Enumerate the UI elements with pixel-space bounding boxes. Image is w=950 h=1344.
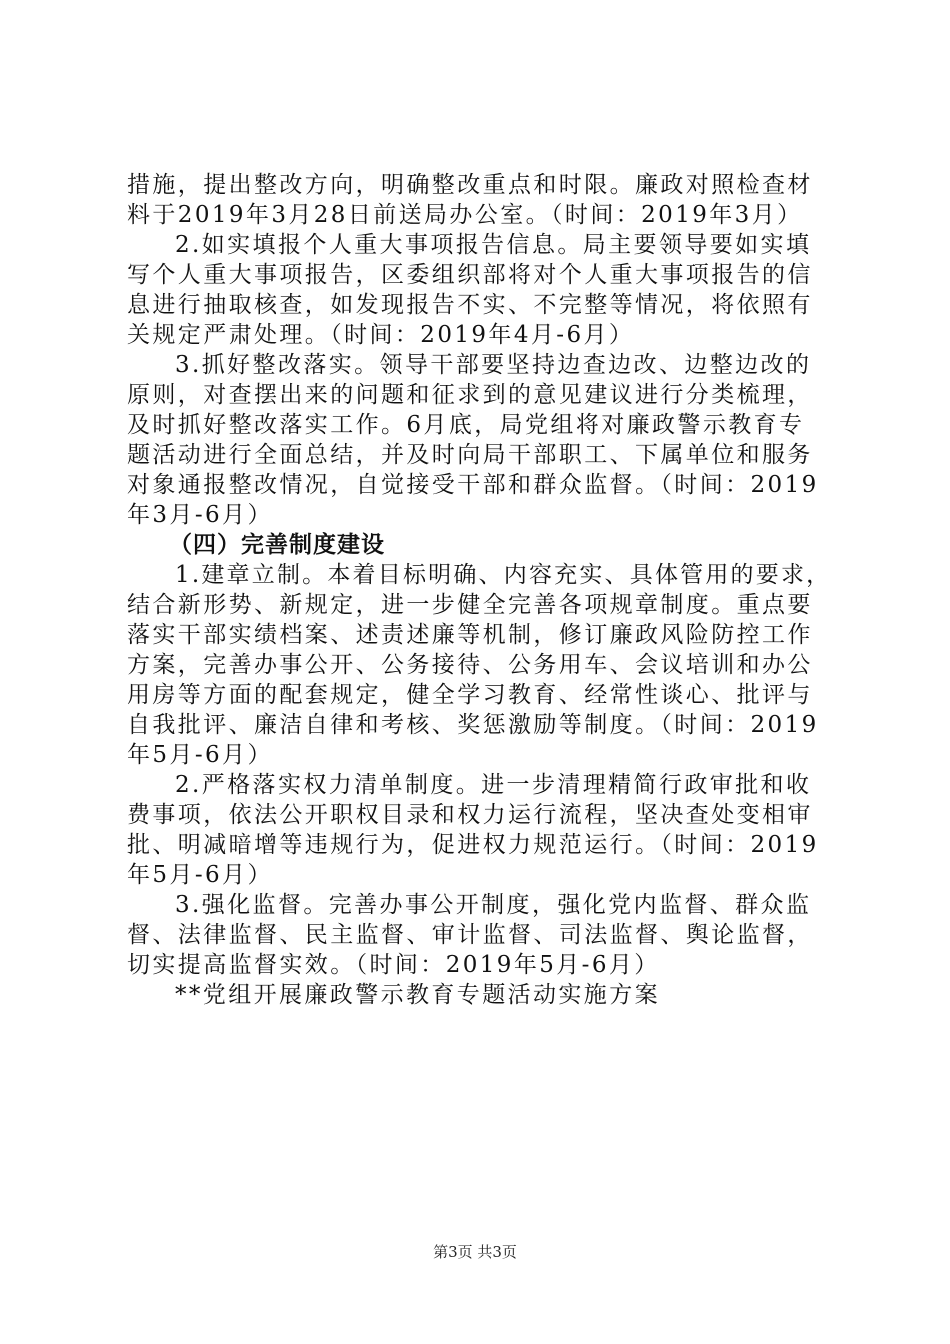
text-line: 及时抓好整改落实工作。6月底，局党组将对廉政警示教育专 <box>127 412 805 438</box>
text-line: 料于2019年3月28日前送局办公室。（时间：2019年3月） <box>127 202 803 228</box>
text-line: 督、法律监督、民主监督、审计监督、司法监督、舆论监督， <box>127 922 813 948</box>
text-line: 对象通报整改情况，自觉接受干部和群众监督。（时间：2019 <box>127 472 819 498</box>
text-line: 3.抓好整改落实。领导干部要坚持边查边改、边整边改的 <box>175 352 812 378</box>
text-line: 方案，完善办事公开、公务接待、公务用车、会议培训和办公 <box>127 652 813 678</box>
text-line: 年5月-6月） <box>127 862 273 888</box>
text-line: 2.严格落实权力清单制度。进一步清理精简行政审批和收 <box>175 772 812 798</box>
text-line: 落实干部实绩档案、述责述廉等机制，修订廉政风险防控工作 <box>127 622 813 648</box>
text-line: 费事项，依法公开职权目录和权力运行流程，坚决查处变相审 <box>127 802 813 828</box>
text-line: **党组开展廉政警示教育专题活动实施方案 <box>175 982 660 1008</box>
page-number: 第3页 共3页 <box>433 1243 517 1261</box>
text-line: 用房等方面的配套规定，健全学习教育、经常性谈心、批评与 <box>127 682 813 708</box>
text-line: 题活动进行全面总结，并及时向局干部职工、下属单位和服务 <box>127 442 813 468</box>
text-line: 切实提高监督实效。（时间：2019年5月-6月） <box>127 952 660 978</box>
text-line: 1.建章立制。本着目标明确、内容充实、具体管用的要求， <box>175 562 832 588</box>
section-heading: （四）完善制度建设 <box>169 532 385 558</box>
text-line: 原则，对查摆出来的问题和征求到的意见建议进行分类梳理， <box>127 382 813 408</box>
text-line: 3.强化监督。完善办事公开制度，强化党内监督、群众监 <box>175 892 812 918</box>
text-line: 结合新形势、新规定，进一步健全完善各项规章制度。重点要 <box>127 592 813 618</box>
text-line: 年5月-6月） <box>127 742 273 768</box>
text-line: 年3月-6月） <box>127 502 273 528</box>
page-footer <box>0 1241 950 1262</box>
text-line: 批、明减暗增等违规行为，促进权力规范运行。（时间：2019 <box>127 832 819 858</box>
text-line: 措施，提出整改方向，明确整改重点和时限。廉政对照检查材 <box>127 172 813 198</box>
text-line: 关规定严肃处理。（时间：2019年4月-6月） <box>127 322 635 348</box>
text-line: 2.如实填报个人重大事项报告信息。局主要领导要如实填 <box>175 232 812 258</box>
text-line: 息进行抽取核查，如发现报告不实、不完整等情况，将依照有 <box>127 292 813 318</box>
text-line: 自我批评、廉洁自律和考核、奖惩激励等制度。（时间：2019 <box>127 712 819 738</box>
document-body <box>127 170 832 1010</box>
text-line: 写个人重大事项报告，区委组织部将对个人重大事项报告的信 <box>127 262 813 288</box>
